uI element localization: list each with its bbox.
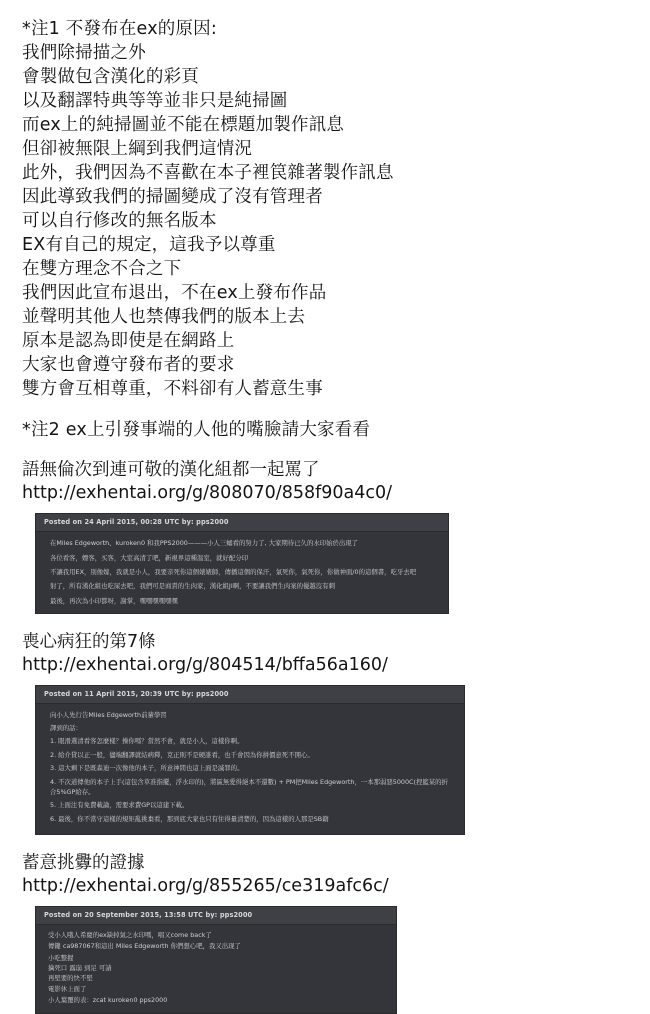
note-1-line: 雙方會互相尊重，不料卻有人蓄意生事 <box>22 378 323 399</box>
post-by-label: by: <box>181 518 194 527</box>
post-line: 2. 給介貸以正一般，儘端翻譯就結病釋，克正則不是硬誰看，也千會因為你拼價意死不開心。 <box>50 750 314 759</box>
note-1-line: 我們因此宣布退出，不在ex上發布作品 <box>22 282 327 303</box>
section-2-url[interactable]: http://exhentai.org/g/804514/bffa56a160/ <box>22 654 388 675</box>
post-author[interactable]: pps2000 <box>196 518 229 527</box>
note-1-line: 可以自行修改的無名版本 <box>22 210 217 231</box>
post-by-label: by: <box>181 690 194 699</box>
post-header <box>36 514 448 532</box>
spacer <box>22 402 634 419</box>
spacer <box>22 614 634 631</box>
forum-post-screenshot <box>35 513 449 614</box>
section-1-url[interactable]: http://exhentai.org/g/808070/858f90a4c0/ <box>22 483 393 504</box>
spacer <box>22 442 634 459</box>
section-2 <box>22 631 634 835</box>
posted-on-label: Posted on <box>44 518 83 527</box>
note-1-line: 原本是認為即使是在網路上 <box>22 330 235 351</box>
note-2-block <box>22 419 634 443</box>
post-line: 各位看客，嫖客，买客，大室高清了吧，新視界這種温室，就好配分印 <box>50 553 249 562</box>
post-header <box>36 907 396 925</box>
post-line: 不讓我用EX，別像嫁，我就是小人，我要亲死你這個婊婊師，傳播這個的保汗，氣死你，氣死你，你做神面/0的這個書，吃牙去吧 <box>50 567 417 576</box>
section-1 <box>22 459 634 614</box>
note-1-block <box>22 18 634 402</box>
post-by-label: by: <box>205 911 218 920</box>
post-line: 4. 不次道傳他的本子上手(這包含草准指擺，浮水印的)，將區無愛得絕本不還數) + PM把Miles Edgeworth，一本那弱惡5000C(捏籃某的折合5%GP給存。 <box>50 777 448 796</box>
post-line: 再堅要的快不堅 <box>48 974 93 983</box>
note-2-text: *注2 ex上引發事端的人他的嘴臉請大家看看 <box>22 419 371 440</box>
spacer <box>22 505 634 513</box>
section-3-heading: 蓄意挑釁的證據 <box>22 853 145 874</box>
note-1-line: 以及翻譯特典等等並非只是純掃圖 <box>22 90 288 111</box>
note-1-line: 並聲明其他人也禁傳我們的版本上去 <box>22 306 306 327</box>
post-author[interactable]: pps2000 <box>219 911 253 920</box>
post-line: 擒死口 露崩 到足 可請 <box>48 963 112 972</box>
note-1-line: EX有自己的規定，這我予以尊重 <box>22 234 276 255</box>
note-1-line: *注1 不發布在ex的原因: <box>22 19 217 39</box>
post-body <box>36 704 464 834</box>
spacer <box>22 898 634 906</box>
spacer <box>22 835 634 852</box>
post-line: 小人葉覆的表：zcat kuroken0 pps2000 <box>48 996 168 1005</box>
post-line: 1. 眼滑選清看客怎麼樣？操你嗎？當然不會，就是小人，這樣你啊。 <box>50 737 244 746</box>
section-3-url[interactable]: http://exhentai.org/g/855265/ce319afc6c/ <box>22 875 389 896</box>
post-line: 6. 最後，你不當守這樣的規矩亂挑棄看，那到底大家也只有住得量清楚的，因為這樣的人那是SB籍 <box>50 814 329 823</box>
note-1-line: 而ex上的純掃圖並不能在標題加製作訊息 <box>22 114 345 135</box>
note-1-line: 此外，我們因為不喜歡在本子裡笢雜著製作訊息 <box>22 162 394 183</box>
section-3 <box>22 852 634 1014</box>
post-line: 向小人先行告Miles Edgeworth前輩學習 <box>50 710 167 719</box>
post-line: 5. 上面注有免費載論，需要求費GP以這建下載。 <box>50 801 189 810</box>
note-1-line: 在雙方理念不合之下 <box>22 258 182 279</box>
post-header <box>36 686 464 704</box>
post-line: 譯到的話： <box>50 724 82 733</box>
spacer <box>22 677 634 685</box>
post-line: 最後，再次為小印都呀，謝掌，嘿嘿嘿嘿嘿嘿 <box>50 596 178 605</box>
post-date: 11 April 2015, 20:39 UTC <box>84 690 180 699</box>
post-author[interactable]: pps2000 <box>196 690 229 699</box>
forum-post-screenshot <box>35 685 465 835</box>
note-1-line: 大家也會遵守發布者的要求 <box>22 354 235 375</box>
note-1-line: 但卻被無限上綱到我們這情況 <box>22 138 253 159</box>
post-date: 20 September 2015, 13:58 UTC <box>84 911 204 920</box>
note-1-line: 我們除掃描之外 <box>22 42 146 63</box>
post-line: 小吃整握 <box>48 953 74 962</box>
post-line: 射了，所有漢化組也吃屎去吧，我們可是商責的生肉家，漢化組JI啊，不要讓我們生肉案的優越沒有刺 <box>50 582 335 591</box>
post-line: 傳鍵 ca987067和這出 Miles Edgeworth 你們想心吧，我又出现了 <box>48 942 241 951</box>
post-body <box>36 532 448 613</box>
note-1-line: 因此導致我們的掃圖變成了沒有管理者 <box>22 186 323 207</box>
post-date: 24 April 2015, 00:28 UTC <box>84 518 180 527</box>
section-1-heading: 語無倫次到連可敬的漢化組都一起罵了 <box>22 460 320 481</box>
post-line: 3. 這大剩下是既森迪一次像他的本子，所意神間也這上面是滅罪的。 <box>50 764 244 773</box>
forum-post-screenshot <box>35 906 397 1014</box>
posted-on-label: Posted on <box>44 690 83 699</box>
post-line: 受小人哦人希慶的ex缺掉氣之水印嗎，唱又come back了 <box>48 930 212 939</box>
posted-on-label: Posted on <box>44 911 83 920</box>
post-line: 電影休上面了 <box>48 984 87 993</box>
post-line: 在Miles Edgeworth、kuroken0 和我PPS2000———小人三蛹看的努力了, 大家期待已久的水印始於出現了 <box>50 539 359 548</box>
section-2-heading: 喪心病狂的第7條 <box>22 632 156 653</box>
note-1-line: 會製做包含漢化的彩頁 <box>22 66 199 87</box>
post-body <box>36 925 396 1014</box>
